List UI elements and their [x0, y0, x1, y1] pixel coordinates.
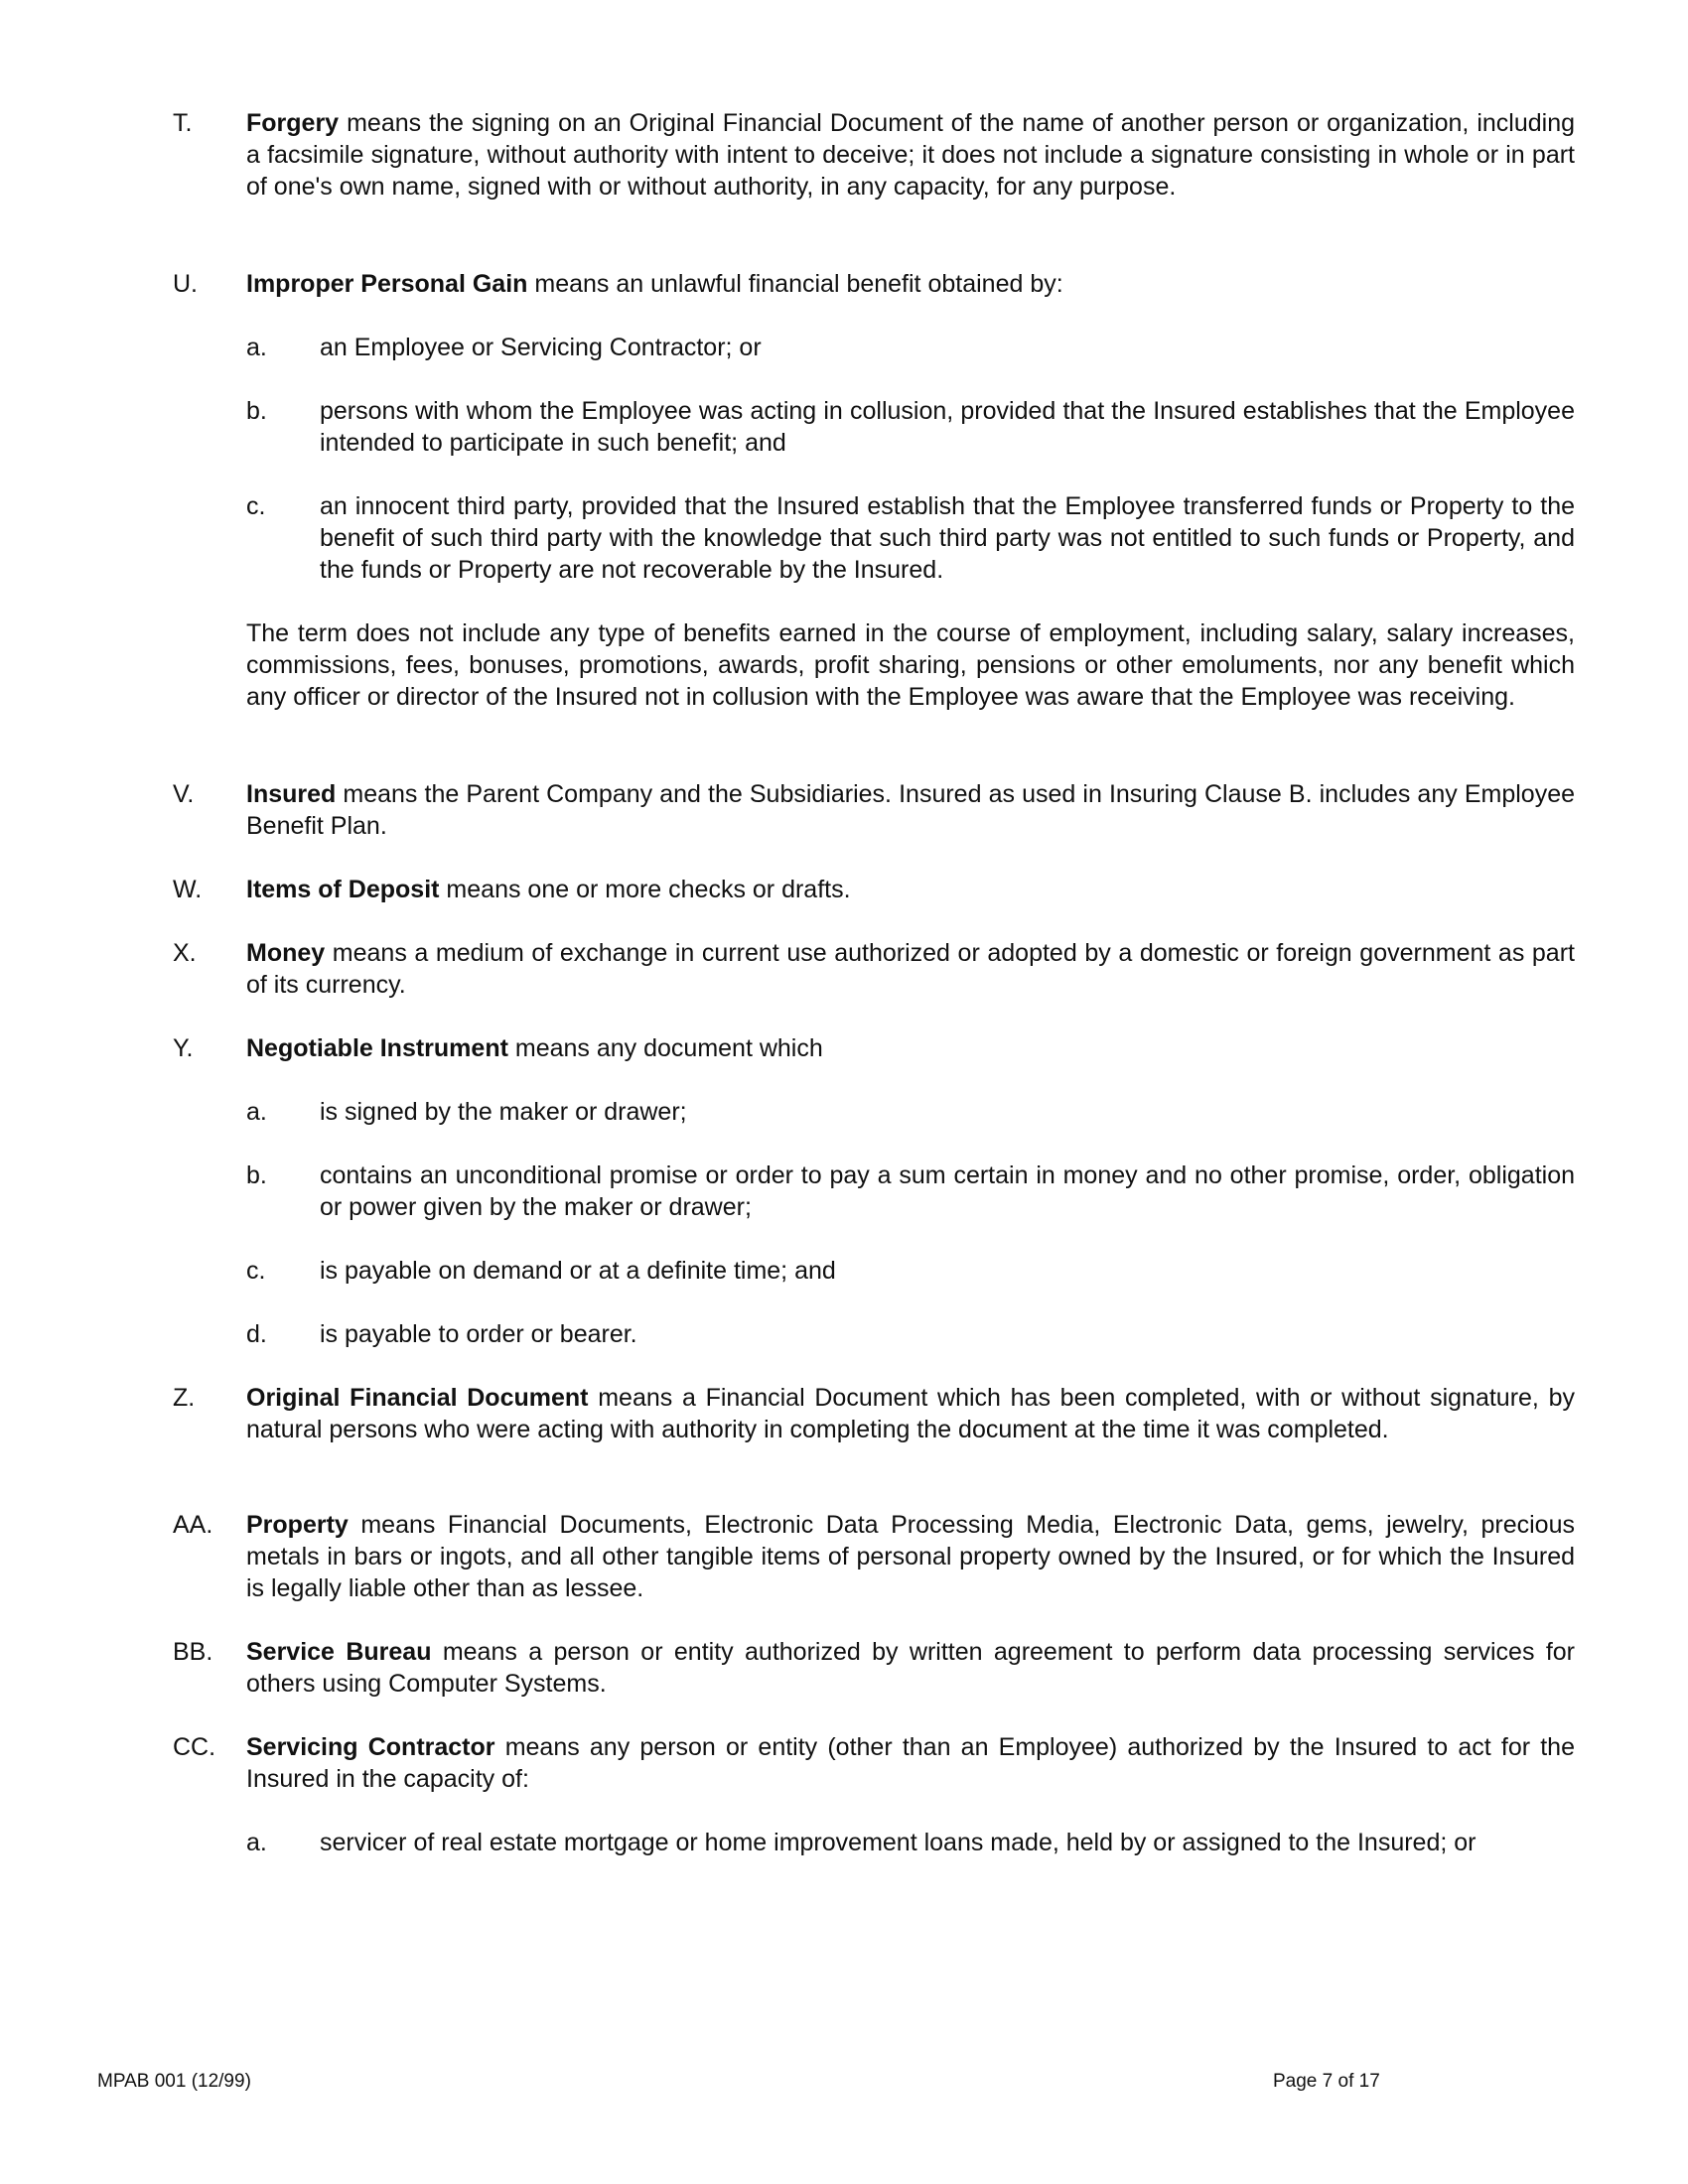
list-item-text: an innocent third party, provided that the Insured establish that the Employee transferred funds or Property to the benefit of such third party with the knowledge that such third party was not entitled to such funds or Property, and the funds or Property are not recoverable by the Insured.	[320, 492, 1575, 584]
definition-letter: CC.	[173, 1733, 216, 1761]
list-item-letter: b.	[246, 397, 267, 425]
list-item-text: servicer of real estate mortgage or home improvement loans made, held by or assigned to the Insured; or	[320, 1829, 1477, 1856]
definition-term: Money	[246, 939, 326, 967]
list-item-text: is payable on demand or at a definite time; and	[320, 1257, 836, 1285]
definition-body: means the signing on an Original Financial Document of the name of another person or organization, including a facsimile signature, without authority with intent to deceive; it does not include a signature consisting in whole or in part of one's own name, signed with or without authority, in any capacity, for any purpose.	[246, 109, 1575, 201]
list-item-text: is payable to order or bearer.	[320, 1320, 637, 1348]
definition-body: means the Parent Company and the Subsidiaries. Insured as used in Insuring Clause B. includes any Employee Benefit Plan.	[246, 780, 1575, 840]
definition-body: means Financial Documents, Electronic Data Processing Media, Electronic Data, gems, jewelry, precious metals in bars or ingots, and all other tangible items of personal property owned by the Insured, or for which the Insured is legally liable other than as lessee.	[246, 1511, 1575, 1602]
definition-body: means one or more checks or drafts.	[439, 876, 851, 903]
definition-letter: Y.	[173, 1034, 194, 1062]
definition-text	[246, 1382, 1575, 1445]
definition-term: Improper Personal Gain	[246, 270, 528, 298]
footer-form-id: MPAB 001 (12/99)	[97, 2071, 251, 2092]
definition-text	[246, 268, 1575, 300]
definition-body: means any person or entity (other than an Employee) authorized by the Insured to act for the Insured in the capacity of:	[246, 1733, 1575, 1793]
definition-term: Negotiable Instrument	[246, 1034, 508, 1062]
definition-term: Items of Deposit	[246, 876, 440, 903]
definition-body: means any document which	[507, 1034, 823, 1062]
footer-page-number: Page 7 of 17	[1273, 2071, 1380, 2092]
definition-letter: BB.	[173, 1638, 213, 1666]
definition-text	[246, 874, 1575, 905]
definition-letter: V.	[173, 780, 195, 808]
list-item-letter: c.	[246, 492, 266, 520]
list-item-letter: b.	[246, 1161, 267, 1189]
definition-term: Original Financial Document	[246, 1384, 589, 1412]
definition-text	[246, 1509, 1575, 1604]
definition-letter: U.	[173, 270, 198, 298]
definition-letter: W.	[173, 876, 203, 903]
list-item-letter: a.	[246, 1829, 267, 1856]
list-item-letter: a.	[246, 1098, 267, 1126]
list-item-text: persons with whom the Employee was acting in collusion, provided that the Insured establishes that the Employee intended to participate in such benefit; and	[320, 397, 1575, 457]
definition-body: means an unlawful financial benefit obtained by:	[527, 270, 1063, 298]
list-item-text: contains an unconditional promise or order to pay a sum certain in money and no other promise, order, obligation or power given by the maker or drawer;	[320, 1161, 1575, 1221]
definition-body: means a medium of exchange in current use authorized or adopted by a domestic or foreign government as part of its currency.	[246, 939, 1575, 999]
definition-body: means a Financial Document which has been completed, with or without signature, by natural persons who were acting with authority in completing the document at the time it was completed.	[246, 1384, 1575, 1443]
definition-text	[246, 1731, 1575, 1795]
definition-letter: AA.	[173, 1511, 213, 1539]
definition-body: means a person or entity authorized by written agreement to perform data processing services for others using Computer Systems.	[246, 1638, 1575, 1698]
definition-term: Insured	[246, 780, 337, 808]
list-item-letter: a.	[246, 334, 267, 361]
paragraph-text: The term does not include any type of benefits earned in the course of employment, including salary, salary increases, commissions, fees, bonuses, promotions, awards, profit sharing, pensions or other emoluments, nor any benefit which any officer or director of the Insured not in collusion with the Employee was aware that the Employee was receiving.	[246, 619, 1575, 711]
definition-text	[246, 1636, 1575, 1700]
definition-letter: T.	[173, 109, 193, 137]
list-item-text: an Employee or Servicing Contractor; or	[320, 334, 762, 361]
definition-text	[246, 778, 1575, 842]
definition-text	[246, 1032, 1575, 1064]
definition-term: Servicing Contractor	[246, 1733, 495, 1761]
list-item-text: is signed by the maker or drawer;	[320, 1098, 687, 1126]
definition-term: Forgery	[246, 109, 340, 137]
definition-letter: X.	[173, 939, 197, 967]
definition-text	[246, 107, 1575, 203]
definition-term: Property	[246, 1511, 349, 1539]
definition-term: Service Bureau	[246, 1638, 432, 1666]
list-item-letter: d.	[246, 1320, 267, 1348]
list-item-letter: c.	[246, 1257, 266, 1285]
definition-letter: Z.	[173, 1384, 196, 1412]
definition-text	[246, 937, 1575, 1001]
